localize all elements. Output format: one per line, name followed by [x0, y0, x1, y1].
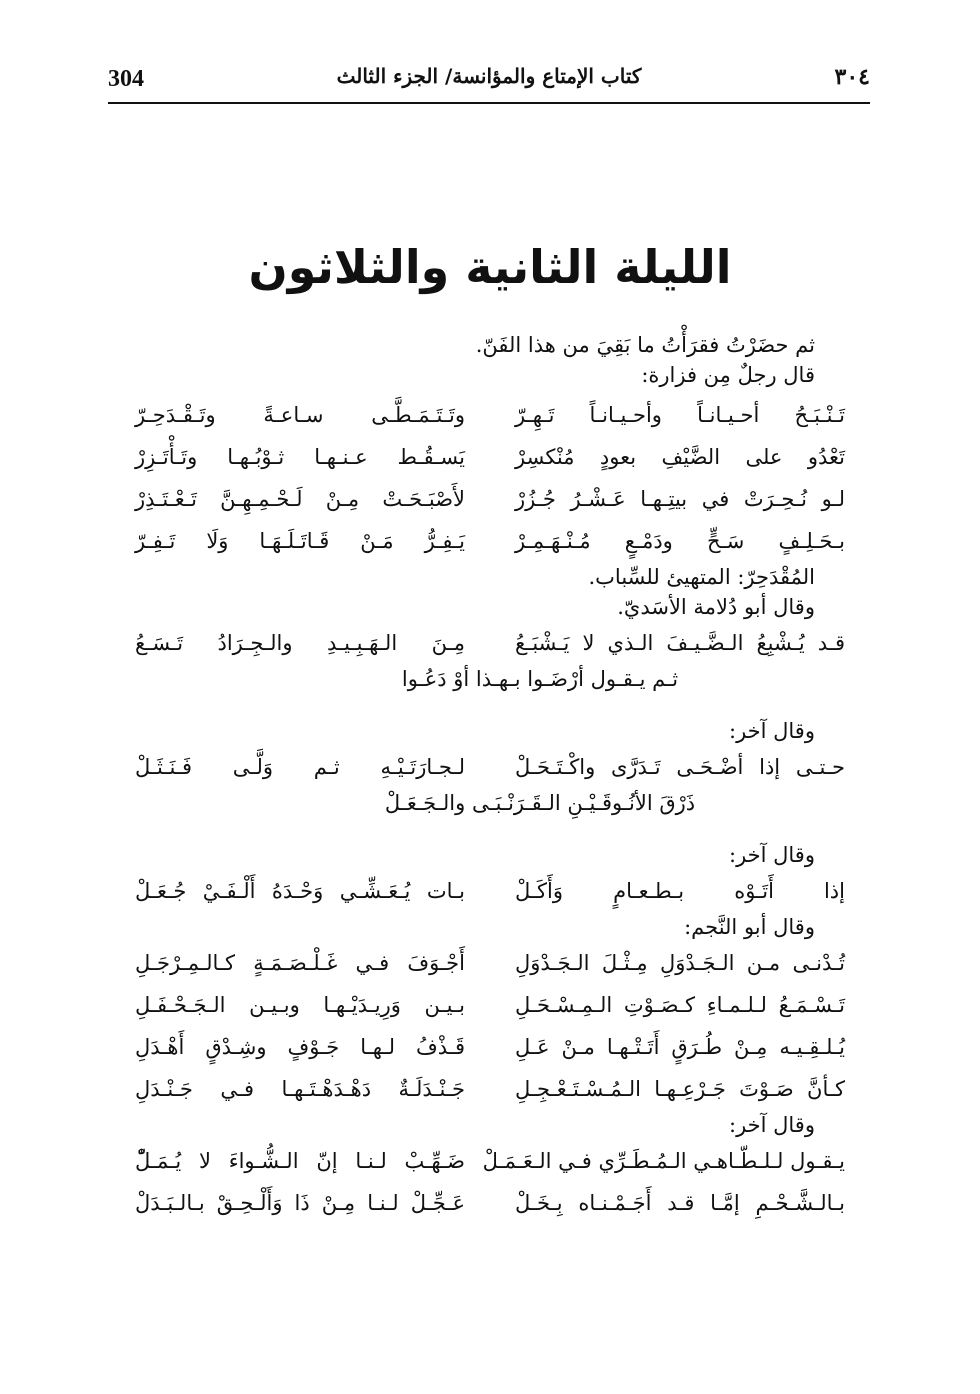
gloss-line: المُقْدَحِرّ: المتهيئ للسِّباب. — [588, 565, 815, 589]
verse-second-hemistich: أَجْـوَفَ فـي غَـلْـصَـمَـةٍ كـالـمِـرْجَـلِ — [135, 951, 465, 975]
verse-first-hemistich: قـد يُـشْبِعُ الـضَّـيـفَ الـذي لا يَـشْبَـعُ — [515, 631, 845, 655]
verse-first-hemistich: حـتـى إذا أضْـحَـى تَـدَرَّى واكْـتَـحَـلْ — [515, 755, 845, 779]
verse-second-hemistich: لـجـارَتَـيْـهِ ثـم وَلَّـى فَـنَـثَـلْ — [135, 755, 465, 779]
attribution-line: وقال أبو دُلامة الأسَديّ. — [617, 595, 815, 619]
attribution-line: وقال آخر: — [729, 719, 815, 743]
verse-second-hemistich: يَسـقُـط عـنـهـا ثـوْبُـهـا وتَـأْتَـزِرْ — [135, 445, 465, 469]
page-number-arabic: ٣٠٤ — [834, 64, 870, 90]
verse-first-hemistich: بـالـشَّـحْـمِ إمَّـا قـد أَجَـمْـنـاه بِـخَـلْ — [515, 1191, 845, 1215]
verse-line — [135, 622, 845, 664]
verse-line — [135, 942, 845, 984]
verse-first-hemistich: تَعْدُو على الضَّيْفِ بعودٍ مُنْكسِرْ — [515, 445, 845, 469]
intro-line: ثم حضَرْتُ فقرَأْتُ ما بَقِيَ من هذا الفَنّ. — [475, 333, 815, 357]
attribution-line: وقال آخر: — [729, 1113, 815, 1137]
verse-line — [135, 436, 845, 478]
verse-second-hemistich: بـيـن وَرِيـدَيْـهـا وبـيـن الـجَـحْـفَـلِ — [135, 993, 465, 1017]
body-text — [135, 330, 845, 1224]
chapter-title: الليلة الثانية والثلاثون — [248, 240, 732, 294]
header-rule — [108, 102, 870, 104]
running-header — [108, 62, 870, 102]
verse-tail-line: ذَرْقَ الأنُـوقَـيْـنِ الـقَـرَنْـبَـى والـجَـعَـلْ — [384, 791, 696, 815]
book-title: كتاب الإمتاع والمؤانسة/ الجزء الثالث — [336, 64, 642, 88]
attribution-line: وقال آخر: — [729, 843, 815, 867]
verse-first-hemistich: تُـدْنـى مـن الـجَـدْوَلِ مِـثْـلَ الـجَـدْوَلِ — [515, 951, 845, 975]
verse-second-hemistich: مِـنَ الـهَـبِـيـدِ والـجِـرَادُ تَـسَـعُ — [135, 631, 465, 655]
verse-first-hemistich: إذا أَتَـوْه بـطـعـامٍ وَأَكَـلْ — [515, 879, 845, 903]
verse-line — [135, 870, 845, 912]
verse-tail-line: ثـم يـقـول أرْضَـوا بـهـذا أوْ دَعُـوا — [401, 667, 679, 691]
verse-second-hemistich: لأَصْبَـحَـتْ مِـنْ لَـحْـمِـهِـنَّ تَـعْـتَـذِرْ — [135, 487, 465, 511]
verse-line — [135, 1140, 845, 1182]
verse-first-hemistich: لـو نُـحِـرَتْ في بيتِـهـا عَـشْـرُ جُـزُرْ — [515, 487, 845, 511]
verse-second-hemistich: يَـفِـرُّ مَـنْ قَـاتَـلَـهَـا وَلَا تَـفِـرّ — [135, 529, 465, 553]
page-number-latin: 304 — [108, 66, 144, 92]
verse-line — [135, 478, 845, 520]
verse-line — [135, 1068, 845, 1110]
verse-line — [135, 1182, 845, 1224]
verse-line — [135, 1026, 845, 1068]
verse-line — [135, 394, 845, 436]
verse-first-hemistich: بـحَـلِـفٍ سَـحٍّ ودَمْـعٍ مُـنْـهَـمِـرْ — [515, 529, 845, 553]
verse-second-hemistich: بـات يُـعَـشِّـي وَحْـدَهُ أَلْـفَـيْ جُـعَـلْ — [135, 879, 465, 903]
verse-line — [135, 746, 845, 788]
verse-second-hemistich: عَـجِّـلْ لـنـا مِـنْ ذَا وَأَلْـحِـقْ بـالـبَـدَلْ — [135, 1191, 465, 1215]
verse-line — [135, 520, 845, 562]
verse-second-hemistich: قَـذْفُ لـهـا جَـوْفٍ وشِـدْقٍ أَهْـدَلِ — [135, 1035, 465, 1059]
verse-first-hemistich: تَـنْـبَـحُ أحـيـانـاً وأحـيـانـاً تَـهِـرّ — [515, 403, 845, 427]
verse-second-hemistich: جَـنْـدَلَـةٌ دَهْـدَهْـتَـهـا فـي جَـنْـدَلِ — [135, 1077, 465, 1101]
verse-second-hemistich: ضَـهِّـبْ لـنـا إنّ الـشُّـواءَ لا يُـمَـلّْ — [135, 1149, 465, 1173]
verse-first-hemistich: كـأنَّ صَـوْتَ جَـرْعِـهـا الـمُـسْـتَـعْـجِـلِ — [515, 1077, 845, 1101]
attribution-line: وقال أبو النَّجم: — [684, 915, 815, 939]
verse-first-hemistich: يـقـول لـلـطّـاهـي الـمُـطَـرِّي فـي الـعَـمَـلْ — [482, 1149, 845, 1173]
attribution-line: قال رجلٌ مِن فزارة: — [641, 363, 815, 387]
verse-first-hemistich: تَـسْـمَـعُ لـلـمـاءِ كـصَـوْتِ الـمِـسْـحَـلِ — [515, 993, 845, 1017]
verse-first-hemistich: يُـلـقِـيـه مِـنْ طُـرَقٍ أَتَـتْـهـا مـنْ عَـلِ — [515, 1035, 845, 1059]
verse-second-hemistich: وتَـتَـمَـطَّـى سـاعـةً وتَـقْـدَحِـرّ — [135, 403, 465, 427]
verse-line — [135, 984, 845, 1026]
